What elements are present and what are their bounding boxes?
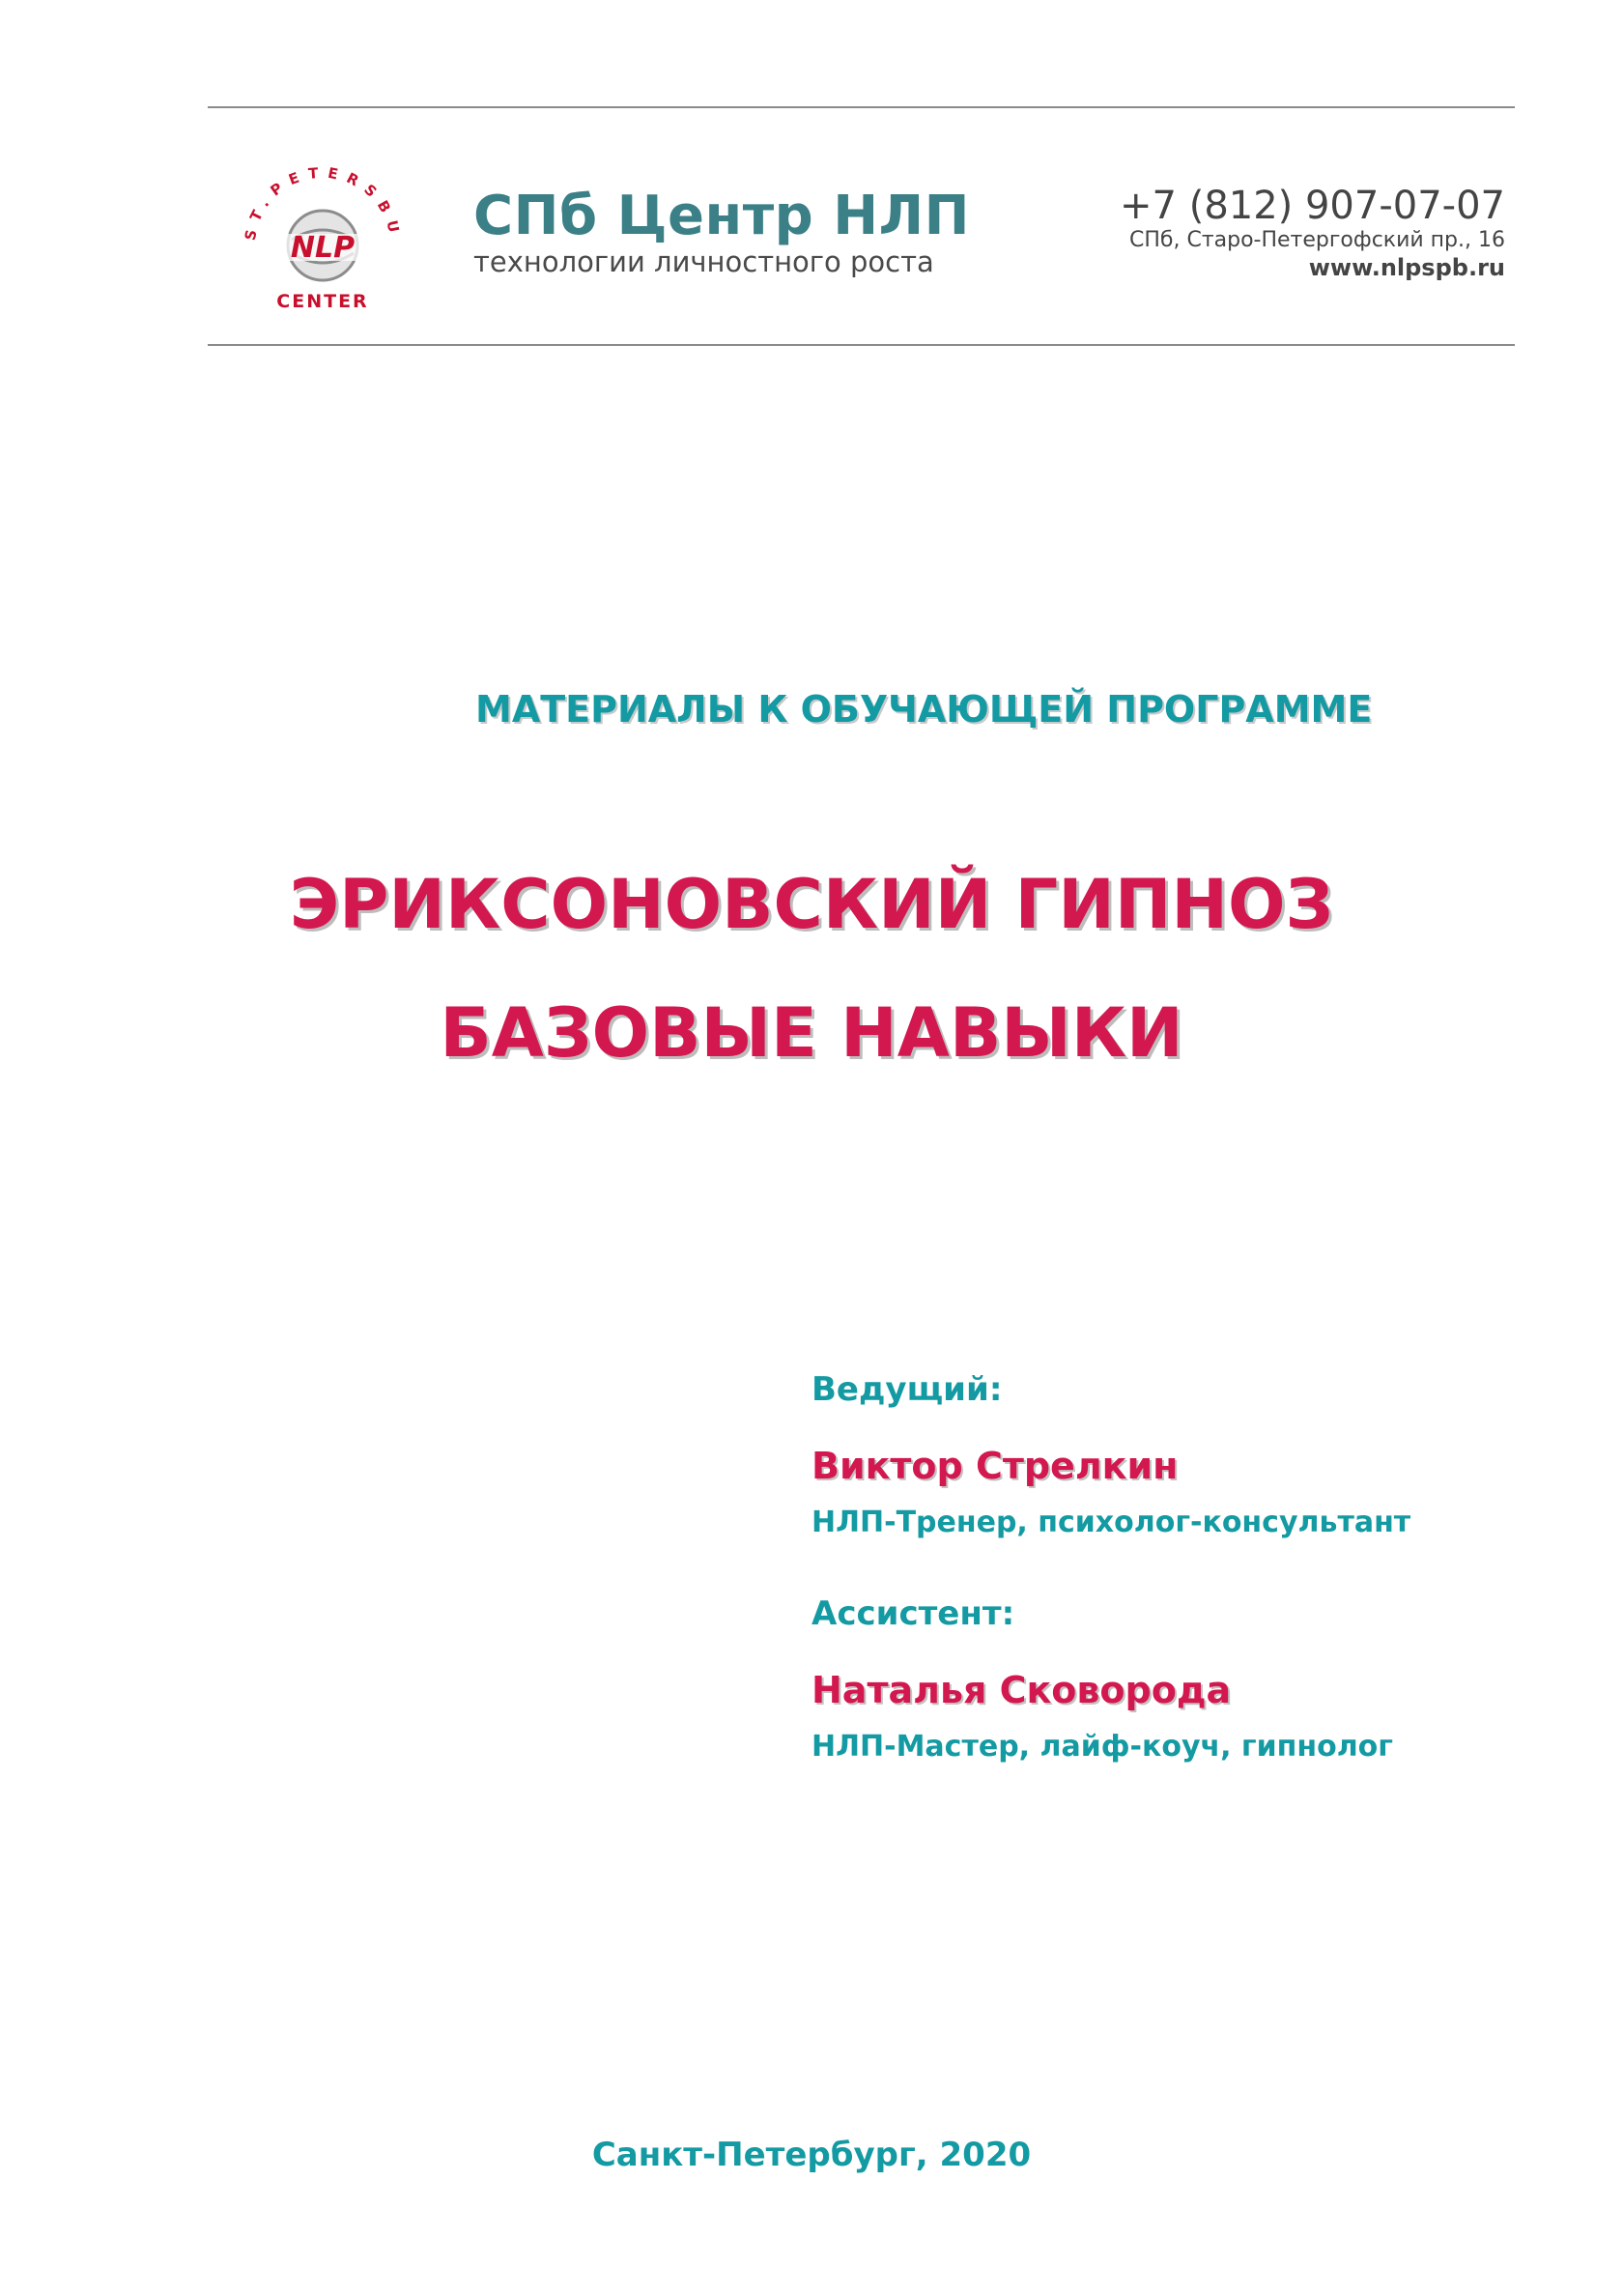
city-year-footer: Санкт-Петербург, 2020 bbox=[591, 2136, 1032, 2174]
phone-number: +7 (812) 907-07-07 bbox=[1120, 184, 1505, 228]
program-subtitle: МАТЕРИАЛЫ К ОБУЧАЮЩЕЙ ПРОГРАММЕ bbox=[475, 688, 1373, 731]
host-name: Виктор Стрелкин bbox=[812, 1445, 1179, 1487]
nlp-center-logo bbox=[220, 139, 425, 315]
svg-text:NLP: NLP bbox=[290, 231, 356, 265]
org-block bbox=[473, 186, 970, 278]
address: СПб, Старо-Петергофский пр., 16 bbox=[1129, 228, 1505, 252]
website-link[interactable]: www.nlpspb.ru bbox=[1308, 254, 1505, 281]
org-name: СПб Центр НЛП bbox=[473, 185, 970, 247]
assistant-name: Наталья Сковорода bbox=[812, 1669, 1232, 1711]
assistant-description: НЛП-Мастер, лайф-коуч, гипнолог bbox=[812, 1730, 1393, 1764]
document-title-line-2: БАЗОВЫЕ НАВЫКИ bbox=[440, 993, 1183, 1073]
host-role-label: Ведущий: bbox=[812, 1370, 1003, 1409]
header-bottom-rule bbox=[208, 344, 1515, 346]
header-top-rule bbox=[208, 106, 1515, 108]
contacts-block bbox=[1120, 184, 1505, 282]
assistant-role-label: Ассистент: bbox=[812, 1594, 1015, 1633]
host-description: НЛП-Тренер, психолог-консультант bbox=[812, 1506, 1411, 1539]
svg-text:ST.PETERSBURG: ST.PETERSBU bbox=[241, 163, 405, 243]
org-tagline: технологии личностного роста bbox=[473, 245, 934, 278]
svg-text:CENTER: CENTER bbox=[276, 291, 369, 312]
document-title-line-1: ЭРИКСОНОВСКИЙ ГИПНОЗ bbox=[289, 865, 1334, 944]
